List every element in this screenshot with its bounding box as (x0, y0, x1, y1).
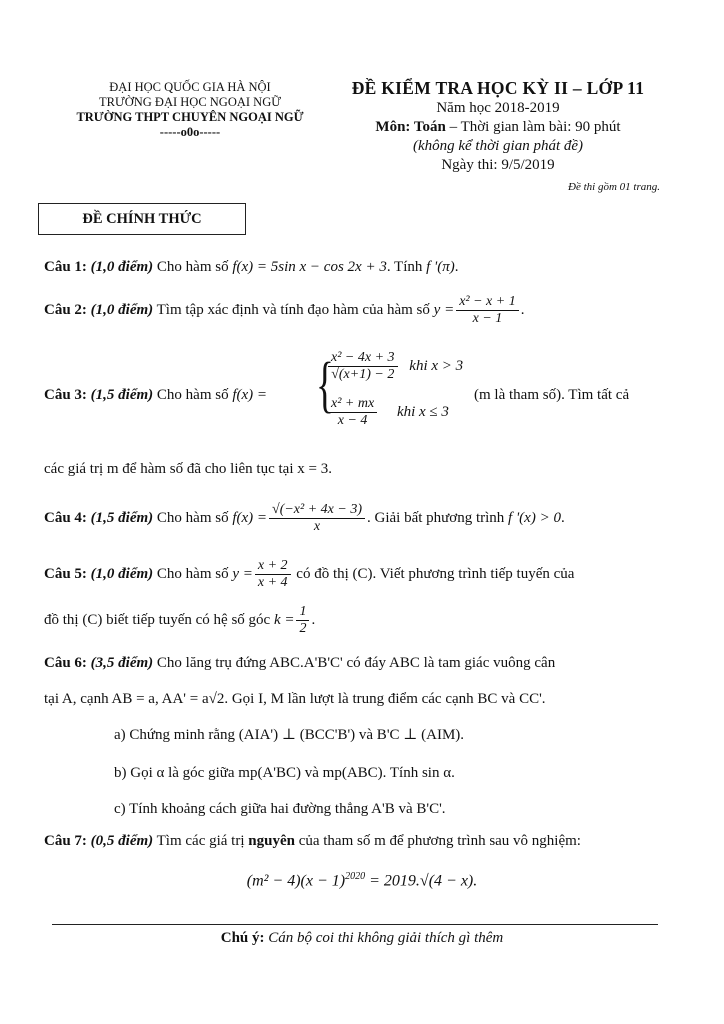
question-3 (44, 350, 684, 440)
q5-k-denominator: 2 (299, 621, 307, 636)
question-7 (44, 830, 684, 852)
q7-label: Câu 7: (44, 833, 87, 849)
q2-numerator: x² − x + 1 (456, 294, 519, 311)
question-5 (44, 558, 684, 591)
q3-case1-condition: khi x > 3 (409, 357, 464, 374)
q1-end: . (454, 259, 459, 275)
q5-numerator: x + 2 (255, 558, 291, 575)
question-6-part-b: b) Gọi α là góc giữa mp(A'BC) và mp(ABC). Tính sin α. (114, 765, 455, 781)
q7-bold-word: nguyên (248, 833, 295, 849)
q3-label: Câu 3: (44, 387, 87, 403)
q4-denominator: x (313, 519, 321, 534)
question-4 (44, 502, 684, 535)
footer-rule (52, 924, 658, 925)
q2-fraction (456, 294, 519, 327)
school-header (60, 80, 320, 140)
q4-label: Câu 4: (44, 509, 87, 526)
q5-end: . (311, 611, 316, 628)
footer-label: Chú ý: (220, 930, 265, 946)
q7-equation-rhs: = 2019.√(4 − x). (365, 872, 478, 890)
official-exam-box: ĐỀ CHÍNH THỨC (38, 203, 246, 235)
q4-fraction (269, 502, 365, 535)
q3-points: (1,5 điểm) (90, 387, 154, 403)
q4-points: (1,5 điểm) (90, 509, 154, 526)
q4-ask: f '(x) > 0 (508, 509, 561, 526)
q2-denominator: x − 1 (472, 311, 503, 326)
q1-tail: . Tính (386, 259, 427, 275)
subject-line (318, 118, 678, 137)
footer-text: Cán bộ coi thi không giải thích gì thêm (264, 930, 504, 946)
q1-ask: f '(π) (426, 259, 455, 275)
q2-end: . (520, 301, 525, 318)
q2-lhs: y = (433, 301, 455, 318)
subject-label: Môn: Toán (375, 119, 446, 135)
q5-lhs: y = (232, 565, 253, 582)
q3-case-1 (326, 350, 463, 383)
header-divider: -----o0o----- (159, 125, 221, 139)
question-3-line-2: các giá trị m để hàm số đã cho liên tục tại x = 3. (44, 461, 332, 477)
university-name: ĐẠI HỌC QUỐC GIA HÀ NỘI (109, 80, 271, 94)
q6-label: Câu 6: (44, 655, 87, 671)
q2-text: Tìm tập xác định và tính đạo hàm của hàm số (153, 301, 434, 318)
q5-k: k = (273, 611, 295, 628)
q3-case-2 (326, 396, 449, 429)
footer-note (0, 930, 724, 947)
q5-line2-text: đồ thị (C) biết tiếp tuyến có hệ số góc (44, 611, 274, 628)
q4-lhs: f(x) = (232, 509, 268, 526)
q7-exponent: 2020 (345, 871, 366, 882)
q3-case2-condition: khi x ≤ 3 (396, 403, 449, 420)
q5-label: Câu 5: (44, 565, 87, 582)
q1-label: Câu 1: (44, 259, 87, 275)
question-6 (44, 652, 684, 674)
subject-duration: – Thời gian làm bài: 90 phút (445, 119, 621, 135)
q1-points: (1,0 điểm) (90, 259, 154, 275)
q7-equation-lhs: (m² − 4)(x − 1) (246, 872, 346, 890)
q4-tail: . Giải bất phương trình (367, 509, 509, 526)
q3-case1-denominator: √(x+1) − 2 (331, 367, 395, 382)
q1-text: Cho hàm số (153, 259, 233, 275)
q7-points: (0,5 điểm) (90, 833, 154, 849)
q3-brace: { (315, 351, 334, 419)
q4-text: Cho hàm số (153, 509, 233, 526)
question-6-part-c: c) Tính khoảng cách giữa hai đường thẳng A'B và B'C'. (114, 801, 446, 817)
school-year: Năm học 2018-2019 (436, 100, 560, 116)
q3-case1-numerator: x² − 4x + 3 (328, 350, 398, 367)
exam-header (318, 78, 678, 175)
q5-k-numerator: 1 (296, 604, 309, 621)
q3-after: (m là tham số). Tìm tất cả (474, 387, 630, 403)
q7-equation (0, 866, 724, 892)
q2-label: Câu 2: (44, 301, 87, 318)
question-2 (44, 294, 684, 327)
q7-text-b: của tham số m để phương trình sau vô nghiệm: (294, 833, 581, 849)
page-count-note: Đề thi gồm 01 trang. (568, 181, 660, 193)
faculty-name: TRƯỜNG ĐẠI HỌC NGOẠI NGỮ (99, 95, 281, 109)
q6-text: Cho lăng trụ đứng ABC.A'B'C' có đáy ABC là tam giác vuông cân (153, 655, 556, 671)
q3-case2-denominator: x − 4 (337, 413, 368, 428)
q5-text: Cho hàm số (153, 565, 233, 582)
q5-denominator: x + 4 (257, 575, 288, 590)
question-1 (44, 256, 684, 278)
q2-points: (1,0 điểm) (90, 301, 154, 318)
exam-title: ĐỀ KIỂM TRA HỌC KỲ II – LỚP 11 (351, 78, 645, 98)
q3-text: Cho hàm số (153, 387, 233, 403)
time-note: (không kể thời gian phát đề) (412, 138, 584, 154)
q1-formula: f(x) = 5sin x − cos 2x + 3 (232, 259, 387, 275)
question-6-part-a: a) Chứng minh rằng (AIA') ⊥ (BCC'B') và B'C ⊥ (AIM). (114, 727, 465, 743)
q6-points: (3,5 điểm) (90, 655, 154, 671)
school-name: TRƯỜNG THPT CHUYÊN NGOẠI NGỮ (76, 110, 304, 124)
q4-end: . (560, 509, 565, 526)
q5-fraction (255, 558, 291, 591)
question-5-line-2 (44, 604, 684, 637)
q3-case2-numerator: x² + mx (328, 396, 377, 413)
q7-text-a: Tìm các giá trị (153, 833, 249, 849)
q5-tail: có đồ thị (C). Viết phương trình tiếp tuyến của (292, 565, 575, 582)
q4-numerator: √(−x² + 4x − 3) (269, 502, 365, 519)
q5-points: (1,0 điểm) (90, 565, 154, 582)
exam-date: Ngày thi: 9/5/2019 (441, 157, 555, 173)
q3-lhs: f(x) = (232, 387, 268, 403)
question-6-line-2: tại A, cạnh AB = a, AA' = a√2. Gọi I, M lần lượt là trung điểm các cạnh BC và CC'. (44, 691, 546, 707)
q5-k-fraction (296, 604, 309, 637)
